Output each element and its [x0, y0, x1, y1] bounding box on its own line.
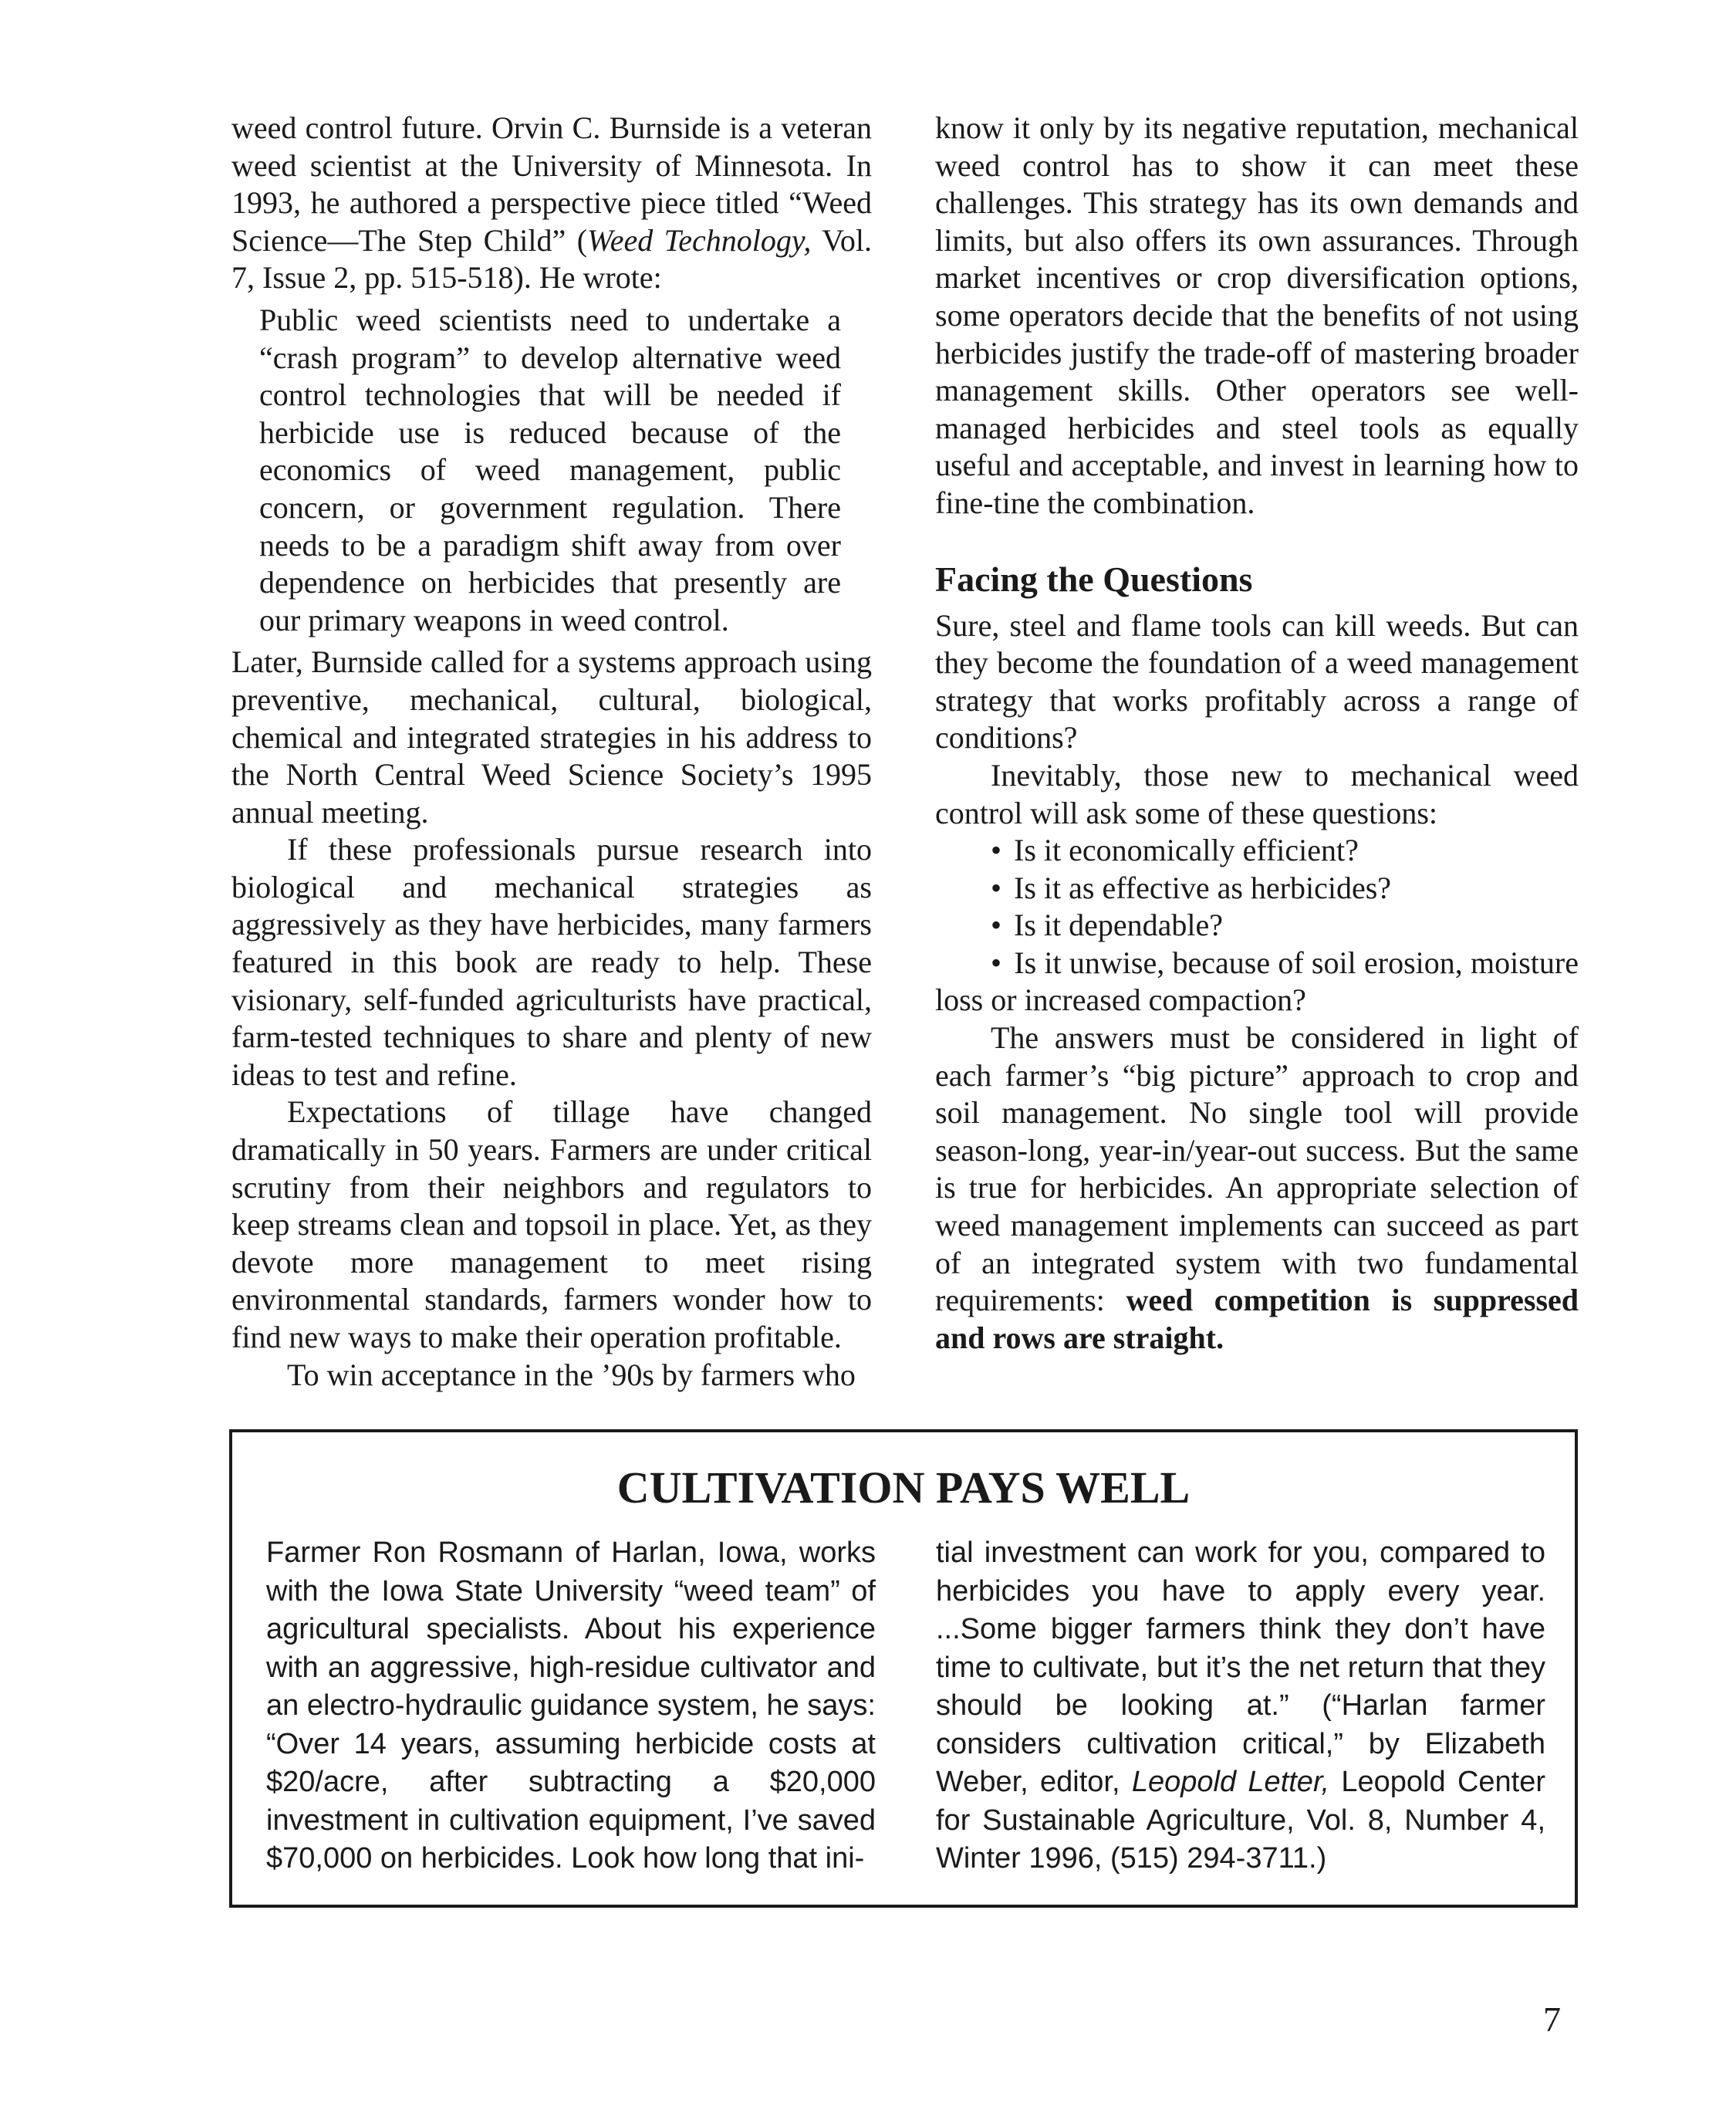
emphasis-text: weed competition is suppressed and rows are straight. — [935, 1283, 1579, 1355]
list-item-text: Is it dependable? — [1014, 908, 1224, 943]
paragraph: To win acceptance in the ’90s by farmers who — [287, 1357, 856, 1392]
publication-title: Leopold Letter, — [1131, 1766, 1330, 1798]
paragraph: Expectations of tillage have changed dramatically in 50 years. Farmers are under critical scrutiny from their neighbors and regulators to keep streams clean and topsoil in place. Yet, as they devote more management to meet rising environmental standards, farmers wonder how to find new ways to make their operation profitable. — [231, 1094, 872, 1354]
sidebar-right-column — [936, 1534, 1545, 1878]
block-quote: Public weed scientists need to undertake a “crash program” to develop alternative weed control technologies that will be needed if herbicide use is reduced because of the economics of weed management, public concern, or government regulation. There needs to be a paradigm shift away from over dependence on herbicides that presently are our primary weapons in weed control. — [259, 302, 841, 637]
question-list — [935, 832, 1579, 1019]
sidebar-box — [229, 1429, 1578, 1908]
list-item — [935, 832, 1579, 870]
sidebar-left-column — [266, 1534, 876, 1878]
paragraph: Later, Burnside called for a systems approach using preventive, mechanical, cultural, biological, chemical and integrated strategies in his address to the North Central Weed Science Society’s 1995 annual meeting. — [231, 644, 872, 830]
text-span: The answers must be considered in light of each farmer’s “big picture” approach to crop and soil management. No single tool will provide season-long, year-in/year-out success. But the same is true for herbicides. An appropriate selection of weed management implements can succeed as part of an integrated system with two fundamental requirements: — [935, 1020, 1579, 1318]
text-span: tial investment can work for you, compared to herbicides you have to apply every year. ...Some bigger farmers think they don’t have time to cultivate, but it’s the net return that they should be looking at.” (“Harlan farmer considers cultivation critical,” by Elizabeth Weber, editor, — [936, 1537, 1545, 1798]
sidebar-paragraph — [936, 1534, 1545, 1878]
paragraph: Inevitably, those new to mechanical weed control will ask some of these questions: — [935, 757, 1579, 830]
paragraph: know it only by its negative reputation, mechanical weed control has to show it can meet these challenges. This strategy has its own demands and limits, but also offers its own assurances. Through market incentives or crop diversification options, some operators decide that the benefits of not using herbicides justify the trade-off of mastering broader management skills. Other operators see well-managed herbicides and steel tools as equally useful and acceptable, and invest in learning how to fine-tine the combination. — [935, 110, 1579, 520]
paragraph — [231, 110, 872, 297]
sidebar-title: CULTIVATION PAYS WELL — [616, 1462, 1191, 1513]
page-number: 7 — [1543, 2000, 1561, 2039]
text-span: weed control future. Orvin C. Burnside is a veteran weed scientist at the University of Minnesota. In 1993, he authored a perspective piece titled “Weed Science—The Step Child” ( — [231, 110, 872, 258]
section-heading: Facing the Questions — [935, 559, 1253, 599]
paragraph: If these professionals pursue research into biological and mechanical strategies as aggressively as they have herbicides, many farmers featured in this book are ready to help. These visionary, self-funded agriculturists have practical, farm-tested techniques to share and plenty of new ideas to test and refine. — [231, 832, 872, 1092]
list-item — [935, 907, 1579, 945]
bullet-icon: • — [991, 908, 1002, 943]
text-span: Leopold Center for Sustainable Agriculture, Vol. 8, Number 4, Winter 1996, (515) 294-3711.) — [936, 1766, 1546, 1875]
left-column — [231, 110, 872, 1394]
bullet-icon: • — [991, 870, 1002, 905]
list-item-text: Is it unwise, because of soil erosion, moisture loss or increased compaction? — [935, 945, 1579, 1018]
list-item — [935, 945, 1579, 1019]
bullet-icon: • — [991, 833, 1002, 868]
list-item — [935, 870, 1579, 908]
paragraph — [935, 1019, 1579, 1357]
paragraph: Sure, steel and flame tools can kill weeds. But can they become the foundation of a weed management strategy that works profitably across a range of conditions? — [935, 607, 1579, 756]
journal-title: Weed Technology, — [587, 222, 812, 258]
sidebar-paragraph: Farmer Ron Rosmann of Harlan, Iowa, works with the Iowa State University “weed team” of agricultural specialists. About his experience with an aggressive, high-residue cultivator and an electro-hydraulic guidance system, he says: “Over 14 years, assuming herbicide costs at $20/acre, after subtracting a $20,000 investment in cultivation equipment, I’ve saved $70,000 on herbicides. Look how long that ini- — [266, 1537, 876, 1875]
list-item-text: Is it economically efficient? — [1014, 833, 1359, 868]
text-span: Vol. 7, Issue 2, pp. 515-518). He wrote: — [231, 222, 873, 296]
list-item-text: Is it as effective as herbicides? — [1014, 870, 1392, 905]
right-column — [935, 110, 1579, 1357]
bullet-icon: • — [991, 945, 1002, 980]
